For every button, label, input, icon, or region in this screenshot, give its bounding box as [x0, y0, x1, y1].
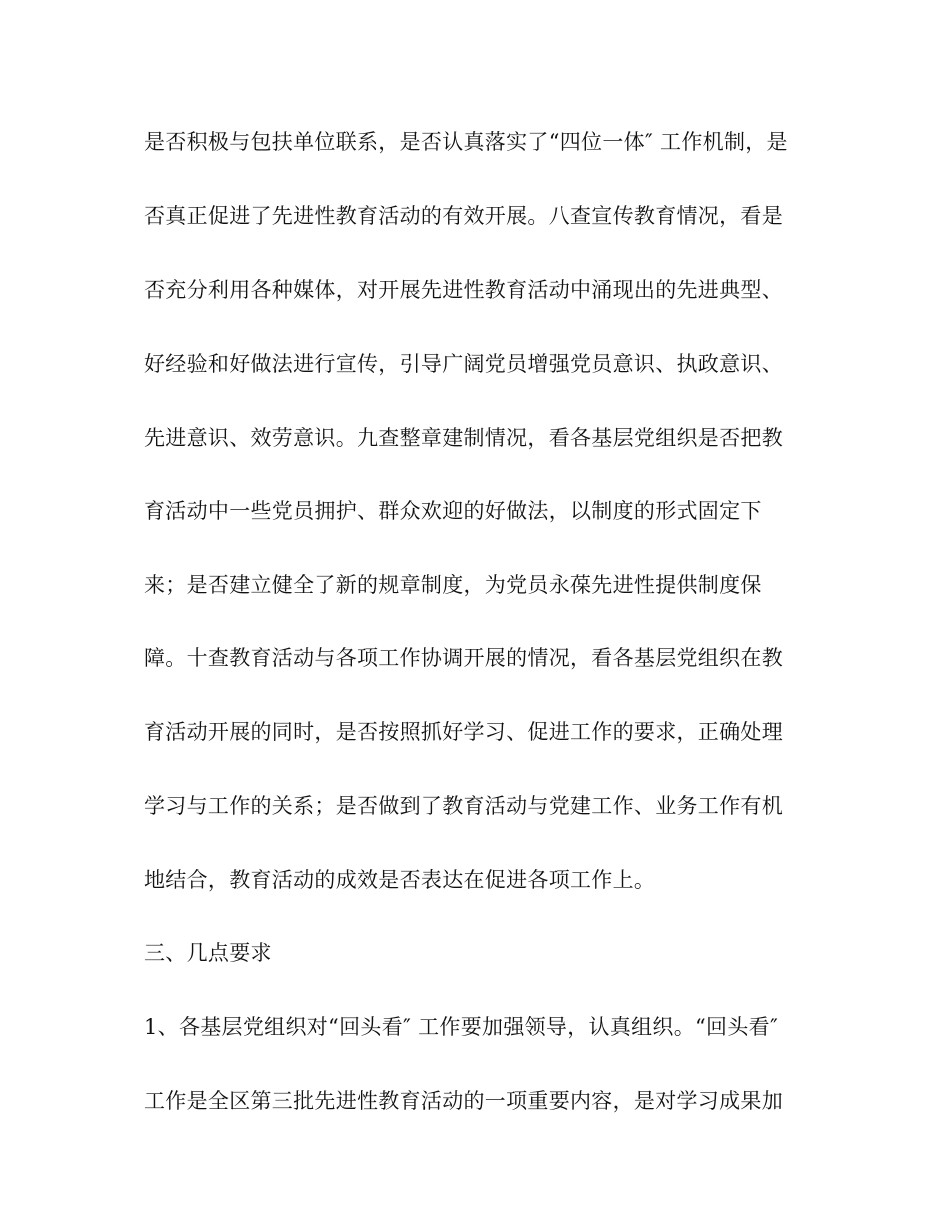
text-line: 学习与工作的关系；是否做到了教育活动与党建工作、业务工作有机: [144, 794, 783, 818]
text-line: 育活动开展的同时，是否按照抓好学习、促进工作的要求，正确处理: [144, 720, 783, 744]
text-line: 育活动中一些党员拥护、群众欢迎的好做法，以制度的形式固定下: [144, 499, 762, 523]
text-line: 地结合，教育活动的成效是否表达在促进各项工作上。: [144, 868, 656, 892]
text-line: 是否积极与包扶单位联系，是否认真落实了“四位一体″ 工作机制，是: [144, 130, 788, 154]
text-line: 1、各基层党组织对“回头看″ 工作要加强领导，认真组织。“回头看″: [144, 1015, 779, 1039]
text-line: 工作是全区第三批先进性教育活动的一项重要内容，是对学习成果加: [144, 1089, 783, 1113]
text-line: 否真正促进了先进性教育活动的有效开展。八查宣传教育情况，看是: [144, 204, 783, 228]
text-line: 先进意识、效劳意识。九查整章建制情况，看各基层党组织是否把教: [144, 426, 783, 450]
section-heading: 三、几点要求: [144, 941, 272, 965]
text-line: 好经验和好做法进行宣传，引导广阔党员增强党员意识、执政意识、: [144, 352, 783, 376]
text-line: 障。十查教育活动与各项工作协调开展的情况，看各基层党组织在教: [144, 646, 783, 670]
text-line: 来；是否建立健全了新的规章制度，为党员永葆先进性提供制度保: [144, 573, 762, 597]
text-line: 否充分利用各种媒体，对开展先进性教育活动中涌现出的先进典型、: [144, 278, 783, 302]
